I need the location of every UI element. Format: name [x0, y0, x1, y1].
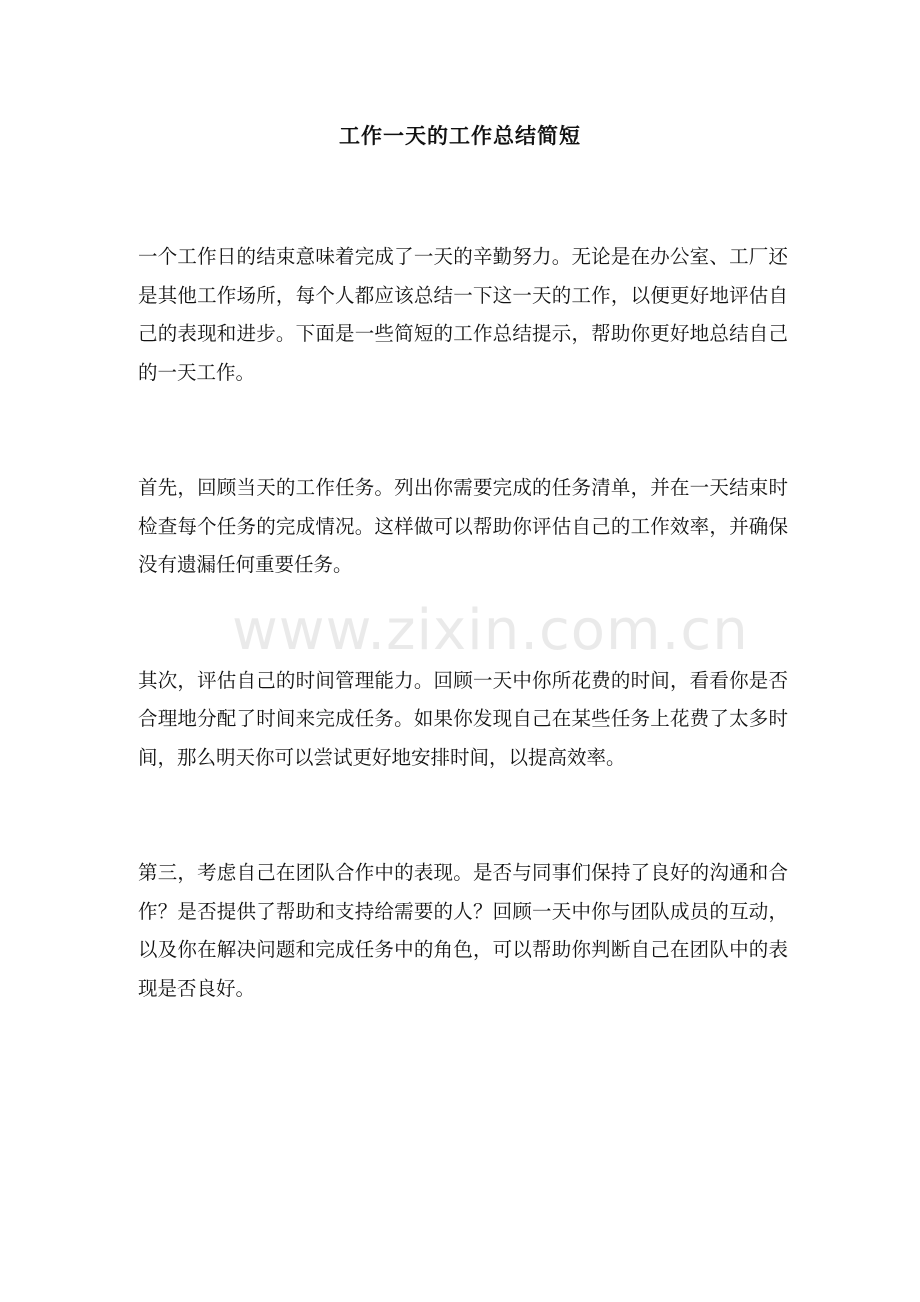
paragraph-third: 第三，考虑自己在团队合作中的表现。是否与同事们保持了良好的沟通和合作？是否提供了帮助和支持给需要的人？回顾一天中你与团队成员的互动，以及你在解决问题和完成任务中的角色，可以帮助你判断自己在团队中的表现是否良好。	[138, 861, 788, 1000]
paragraph-first: 首先，回顾当天的工作任务。列出你需要完成的任务清单，并在一天结束时检查每个任务的完成情况。这样做可以帮助你评估自己的工作效率，并确保没有遗漏任何重要任务。	[138, 476, 788, 576]
paragraph-second: 其次，评估自己的时间管理能力。回顾一天中你所花费的时间，看看你是否合理地分配了时间来完成任务。如果你发现自己在某些任务上花费了太多时间，那么明天你可以尝试更好地安排时间，以提高效率。	[138, 668, 788, 769]
watermark: www.zixin.com.cn	[232, 598, 749, 663]
document-title: 工作一天的工作总结简短	[339, 123, 581, 148]
paragraph-intro: 一个工作日的结束意味着完成了一天的辛勤努力。无论是在办公室、工厂还是其他工作场所，每个人都应该总结一下这一天的工作，以便更好地评估自己的表现和进步。下面是一些简短的工作总结提示，帮助你更好地总结自己的一天工作。	[138, 245, 788, 384]
